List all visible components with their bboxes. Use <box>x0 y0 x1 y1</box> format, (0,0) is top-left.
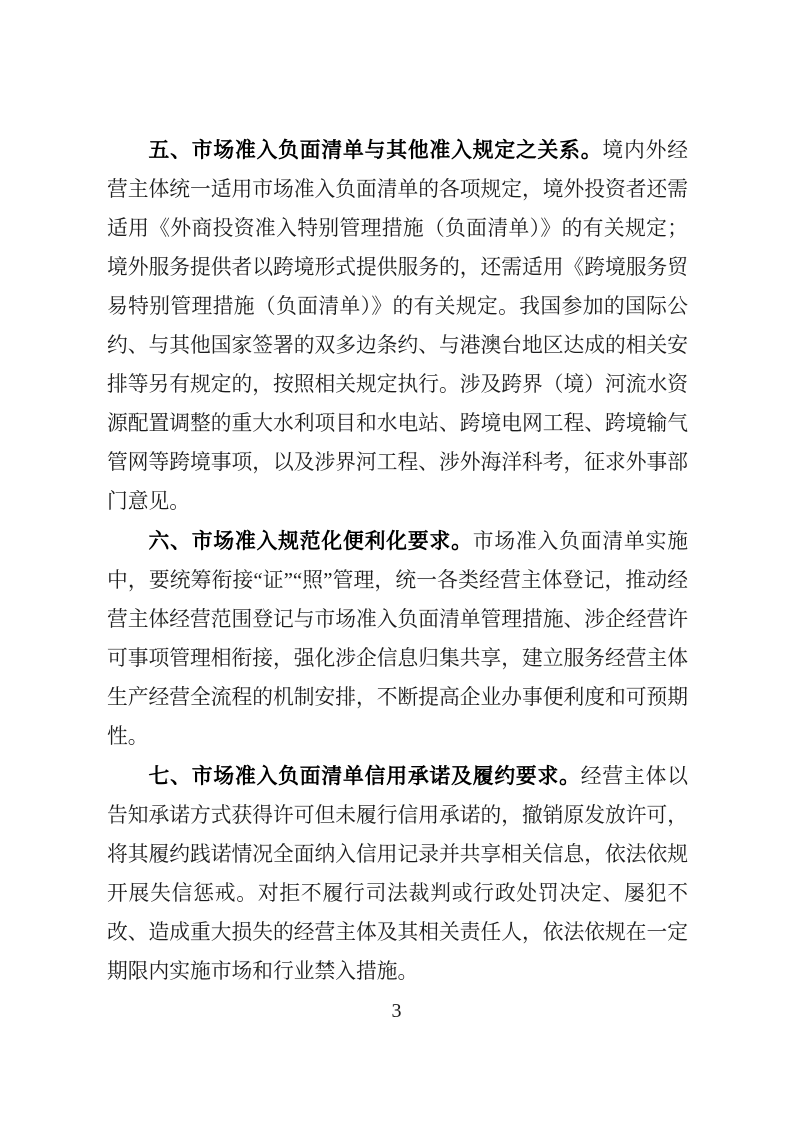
paragraph-6-heading: 六、市场准入规范化便利化要求。 <box>148 530 473 553</box>
page-number: 3 <box>391 1000 402 1022</box>
paragraph-5-heading: 五、市场准入负面清单与其他准入规定之关系。 <box>148 139 603 162</box>
paragraph-6-text: 市场准入负面清单实施中，要统筹衔接“证”“照”管理，统一各类经营主体登记，推动经营主体经营范围登记与市场准入负面清单管理措施、涉企经营许可事项管理相衔接，强化涉企信息归集共享，建立服务经营主体生产经营全流程的机制安排，不断提高企业办事便利度和可预期性。 <box>107 531 689 748</box>
paragraph-7-heading: 七、市场准入负面清单信用承诺及履约要求。 <box>148 765 581 788</box>
paragraph-5-market-access-relations <box>107 131 688 522</box>
document-body <box>107 131 688 992</box>
paragraph-6-standardization-requirements <box>107 522 688 757</box>
paragraph-5-text: 境内外经营主体统一适用市场准入负面清单的各项规定，境外投资者还需适用《外商投资准入特别管理措施（负面清单）》的有关规定；境外服务提供者以跨境形式提供服务的，还需适用《跨境服务贸易特别管理措施（负面清单）》的有关规定。我国参加的国际公约、与其他国家签署的双多边条约、与港澳台地区达成的相关安排等另有规定的，按照相关规定执行。涉及跨界（境）河流水资源配置调整的重大水利项目和水电站、跨境电网工程、跨境输气管网等跨境事项，以及涉界河工程、涉外海洋科考，征求外事部门意见。 <box>107 140 689 513</box>
paragraph-7-credit-commitment-requirements <box>107 757 688 992</box>
paragraph-7-text: 经营主体以告知承诺方式获得许可但未履行信用承诺的，撤销原发放许可，将其履约践诺情况全面纳入信用记录并共享相关信息，依法依规开展失信惩戒。对拒不履行司法裁判或行政处罚决定、屡犯不改、造成重大损失的经营主体及其相关责任人，依法依规在一定期限内实施市场和行业禁入措施。 <box>107 766 689 983</box>
